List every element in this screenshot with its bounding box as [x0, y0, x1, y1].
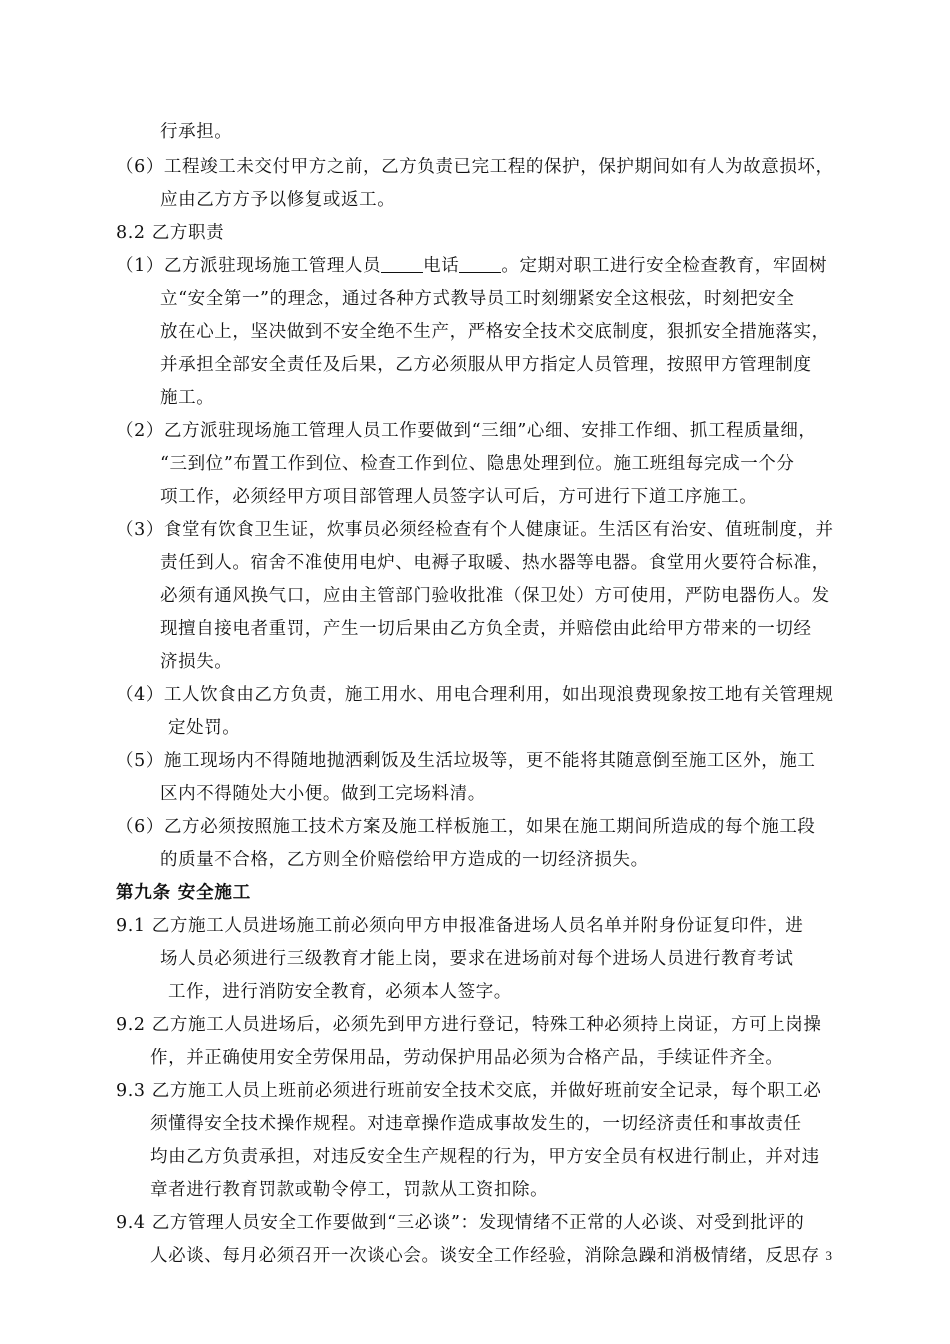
line-text: 电话	[423, 256, 460, 276]
paragraph-line: 9.4 乙方管理人员安全工作要做到“三必谈”：发现情绪不正常的人必谈、对受到批评的	[116, 1213, 805, 1233]
paragraph-line: 行承担。	[160, 122, 233, 142]
paragraph-line: 立“安全第一”的理念，通过各种方式教导员工时刻绷紧安全这根弦，时刻把安全	[160, 289, 795, 309]
paragraph-line: 工作，进行消防安全教育，必须本人签字。	[168, 982, 512, 1002]
paragraph-line: 定处罚。	[168, 718, 241, 738]
paragraph-line: 须懂得安全技术操作规程。对违章操作造成事故发生的，一切经济责任和事故责任	[150, 1114, 802, 1134]
paragraph-line: （6）工程竣工未交付甲方之前，乙方负责已完工程的保护，保护期间如有人为故意损坏，	[116, 157, 834, 177]
page-number: 3	[825, 1248, 832, 1263]
paragraph-line: 施工。	[160, 388, 215, 408]
paragraph-line: 9.1 乙方施工人员进场施工前必须向甲方申报准备进场人员名单并附身份证复印件，进	[116, 916, 804, 936]
paragraph-line	[116, 254, 827, 278]
paragraph-line: 场人员必须进行三级教育才能上岗，要求在进场前对每个进场人员进行教育考试	[160, 949, 794, 969]
line-text: 。定期对职工进行安全检查教育，牢固树	[501, 256, 828, 276]
paragraph-line: 的质量不合格，乙方则全价赔偿给甲方造成的一切经济损失。	[160, 850, 649, 870]
article-heading: 第九条 安全施工	[116, 883, 251, 903]
paragraph-line: （2）乙方派驻现场施工管理人员工作要做到“三细”心细、安排工作细、抓工程质量细，	[116, 421, 817, 441]
paragraph-line: （5）施工现场内不得随地抛洒剩饭及生活垃圾等，更不能将其随意倒至施工区外，施工	[116, 751, 816, 771]
paragraph-line: 放在心上，坚决做到不安全绝不生产，严格安全技术交底制度，狠抓安全措施落实，	[160, 322, 830, 342]
paragraph-line: （6）乙方必须按照施工技术方案及施工样板施工，如果在施工期间所造成的每个施工段	[116, 817, 816, 837]
paragraph-line: 并承担全部安全责任及后果，乙方必须服从甲方指定人员管理，按照甲方管理制度	[160, 355, 812, 375]
paragraph-line: 现擅自接电者重罚，产生一切后果由乙方负全责，并赔偿由此给甲方带来的一切经	[160, 619, 812, 639]
paragraph-line: （3）食堂有饮食卫生证，炊事员必须经检查有个人健康证。生活区有治安、值班制度，并	[116, 520, 834, 540]
paragraph-line: 区内不得随处大小便。做到工完场料清。	[160, 784, 486, 804]
paragraph-line: 应由乙方方予以修复或返工。	[160, 190, 396, 210]
paragraph-line: 章者进行教育罚款或勒令停工，罚款从工资扣除。	[150, 1180, 549, 1200]
paragraph-line: 作，并正确使用安全劳保用品，劳动保护用品必须为合格产品，手续证件齐全。	[150, 1048, 784, 1068]
paragraph-line: “三到位”布置工作到位、检查工作到位、隐患处理到位。施工班组每完成一个分	[160, 454, 795, 474]
line-text: （1）乙方派驻现场施工管理人员	[116, 256, 382, 276]
paragraph-line: 责任到人。宿舍不准使用电炉、电褥子取暖、热水器等电器。食堂用火要符合标准，	[160, 553, 830, 573]
section-heading: 8.2 乙方职责	[116, 223, 225, 243]
paragraph-line: 济损失。	[160, 652, 233, 672]
paragraph-line: 人必谈、每月必须召开一次谈心会。谈安全工作经验，消除急躁和消极情绪，反思存	[150, 1246, 820, 1266]
paragraph-line: 项工作，必须经甲方项目部管理人员签字认可后，方可进行下道工序施工。	[160, 487, 758, 507]
paragraph-line: 必须有通风换气口，应由主管部门验收批准（保卫处）方可使用，严防电器伤人。发	[160, 586, 830, 606]
paragraph-line: 9.2 乙方施工人员进场后，必须先到甲方进行登记，特殊工种必须持上岗证，方可上岗操	[116, 1015, 822, 1035]
paragraph-line: 均由乙方负责承担，对违反安全生产规程的行为，甲方安全员有权进行制止，并对违	[150, 1147, 820, 1167]
paragraph-line: 9.3 乙方施工人员上班前必须进行班前安全技术交底，并做好班前安全记录，每个职工必	[116, 1081, 822, 1101]
blank-field-name	[381, 255, 423, 273]
paragraph-line: （4）工人饮食由乙方负责，施工用水、用电合理利用，如出现浪费现象按工地有关管理规	[116, 685, 834, 705]
blank-field-phone	[459, 255, 501, 273]
